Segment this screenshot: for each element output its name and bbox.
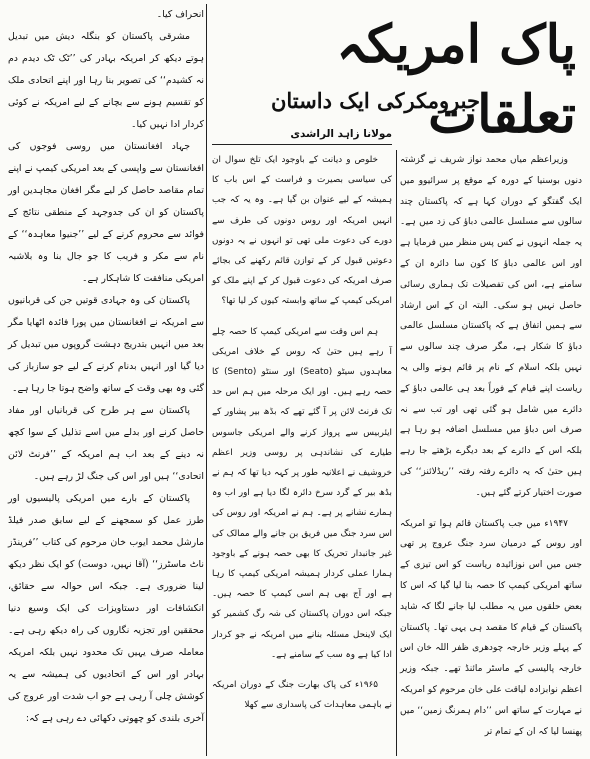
author-byline: مولانا زاہد الراشدی — [290, 128, 392, 140]
subheadline: جبرومکرکی ایک داستان — [270, 88, 480, 113]
paragraph: ہم اس وقت سے امریکی کیمپ کا حصہ چلے آ رہے ہیں حتیٰ کہ روس کے خلاف امریکی معاہدوں سیٹو (Seato) اور سنٹو (Sento) کا حصہ رہے ہیں۔ اور ایک مرحلہ میں ہم اس حد تک فرنٹ لائن پر آ گئے تھے کہ بڈھ بیر پشاور کے ایئربیس سے پرواز کرنے والے امریکی جاسوس طیارے کی نشاندہی پر روسی وزیر اعظم خروشیف نے اعلانیہ طور پر کہہ دیا تھا کہ ہم نے بڈھ بیر کے گرد سرخ دائرہ لگا دیا ہے اور اب وہ ہمارے نشانے پر ہے۔ ہم نے امریکہ اور روس کی اس سرد جنگ میں فریق بن جانے والے ممالک کی غیر جانبدار تحریک کا بھی حصہ ہونے کے باوجود ہمارا عملی کردار ہمیشہ امریکی کیمپ کا رہا ہے اور آج بھی ہم اسی کیمپ کا حصہ ہیں۔ جبکہ اس دوران پاکستان کی شہ رگ کشمیر کو ایک لاینحل مسئلہ بنانے میں امریکہ نے جو کردار ادا کیا ہے وہ سب کے سامنے ہے۔ — [212, 326, 392, 660]
headline: پاک امریکہ تعلقات — [336, 14, 576, 145]
paragraph: خلوص و دیانت کے باوجود ایک تلخ سوال ان کی سیاسی بصیرت و فراست کے اس باب کا ہمیشہ کے لیے عنوان بن گیا ہے۔ وہ یہ کہ جب انہیں امریکہ اور روس دونوں کی طرف سے دورے کی دعوت ملی تھی تو انہوں نے یہ دونوں دعوتیں قبول کر کے توازن قائم رکھنے کی بجائے صرف امریکہ کی دعوت قبول کر کے اپنے ملک کو امریکی کیمپ کے ساتھ وابستہ کیوں کر لیا تھا؟ — [212, 155, 392, 307]
paragraph: انحراف کیا۔ — [156, 9, 204, 20]
byline-rule — [212, 144, 392, 145]
paragraph: ۱۹۶۵ء کی پاک بھارت جنگ کے دوران امریکہ نے باہمی معاہدات کی پاسداری سے کھلا — [212, 680, 392, 711]
article-column-left — [8, 4, 204, 730]
article-column-middle — [212, 150, 392, 715]
paragraph: وزیراعظم میاں محمد نواز شریف نے گزشتہ دنوں بوسنیا کے دورہ کے موقع پر سرائیوو میں ایک گفتگو کے دوران کہا ہے کہ پاکستان چند سالوں سے مسلسل عالمی دباؤ کی زد میں ہے۔ یہ جملہ انہوں نے کس پس منظر میں فرمایا ہے اور اس عالمی دباؤ کا کون سا دائرہ ان کے سامنے ہے، اس کی تفصیلات تک ہماری رسائی حاصل نہیں ہو سکی۔ البتہ ان کے اس ارشاد سے ہمیں اتفاق ہے کہ پاکستان مسلسل عالمی دباؤ کا شکار ہے، مگر صرف چند سالوں سے نہیں بلکہ اسلام کے نام پر قائم ہونے والی یہ ریاست اپنے قیام کے فوراً بعد ہی عالمی دباؤ کے دائرے میں شامل ہو گئی تھی اور تب سے نہ صرف اس دباؤ میں مسلسل اضافہ ہو رہا ہے بلکہ اس کے دائرے کے بعد دیگرے بڑھتے جا رہے ہیں حتیٰ کہ یہ دائرے رفتہ رفتہ ’’ریڈلائنز‘‘ کی صورت اختیار کرتے گئے ہیں۔ — [400, 155, 582, 498]
paragraph: پاکستان کی وہ جہادی قوتیں جن کی قربانیوں سے امریکہ نے افغانستان میں پورا فائدہ اٹھایا مگر بعد میں انہیں بتدریج دہشت گروپوں میں تبدیل کر دیا گیا اور انہیں بدنام کرنے کے لیے جو سازباز کی گئی وہ بھی وقت کے ساتھ واضح ہوتا جا رہا ہے۔ — [8, 295, 204, 394]
paragraph: پاکستان کے بارے میں امریکی پالیسیوں اور طرز عمل کو سمجھنے کے لیے سابق صدر فیلڈ مارشل محمد ایوب خان مرحوم کی کتاب ’’فرینڈز ناٹ ماسٹرز‘‘ (آقا نہیں، دوست) کو ایک نظر دیکھ لینا ضروری ہے۔ جبکہ اس حوالہ سے حقائق، انکشافات اور دستاویزات کی ایک وسیع دنیا محققین اور تجزیہ نگاروں کی راہ دیکھ رہی ہے۔ معاملہ صرف یہیں تک محدود نہیں بلکہ امریکہ بہادر اور اس کے اتحادیوں کی ہمیشہ سے یہ کوشش چلی آ رہی ہے جو اب شدت اور عروج کی آخری بلندی کو چھوتی دکھائی دے رہی ہے کہ: — [7, 493, 204, 724]
column-divider — [206, 4, 207, 756]
column-divider — [396, 150, 397, 756]
paragraph: جہاد افغانستان میں روسی فوجوں کی افغانستان سے واپسی کے بعد امریکی کیمپ نے اپنے تمام مقاصد حاصل کر لیے مگر افغان مجاہدین اور پاکستان کو ان کی جدوجہد کے منطقی نتائج کے فوائد سے محروم کرنے کے لیے ’’جنیوا معاہدہ‘‘ کے نام سے مکر و فریب کا جو جال بنا وہ بلاشبہ امریکی منافقت کا شاہکار ہے۔ — [8, 141, 204, 284]
paragraph: ۱۹۴۷ء میں جب پاکستان قائم ہوا تو امریکہ اور روس کے درمیان سرد جنگ عروج پر تھی جس میں اس نوزائیدہ ریاست کو اس تیزی کے ساتھ امریکی کیمپ کا حصہ بنا لیا گیا کہ اس کا بعض حلقوں میں یہ مطلب لیا جانے لگا کہ شاید پاکستان کے قیام کا مقصد ہی یہی تھا۔ پاکستان کے پہلے وزیر خارجہ چودھری ظفر اللہ خان اس خارجہ پالیسی کے ماسٹر مائنڈ تھے۔ جبکہ وزیر اعظم نوابزادہ لیاقت علی خان مرحوم کو امریکہ نے مہارت کے ساتھ اس ’’دام ہمرنگ زمین‘‘ میں پھنسا لیا کہ ان کے تمام تر — [400, 518, 582, 737]
article-column-right — [400, 150, 582, 742]
paragraph: مشرقی پاکستان کو بنگلہ دیش میں تبدیل ہوتے دیکھ کر امریکہ بہادر کی ’’ٹک ٹک دیدم دم نہ کشیدم‘‘ کی تصویر بنا رہا اور اپنے اتحادی ملک کو تقسیم ہونے سے بچانے کے لیے امریکہ نے کوئی کردار ادا نہیں کیا۔ — [8, 31, 204, 130]
paragraph: پاکستان سے ہر طرح کی قربانیاں اور مفاد حاصل کرنے اور بدلے میں اسے تذلیل کے سوا کچھ نہ دینے کے بعد اب ہم امریکہ کے ’’فرنٹ لائن اتحادی‘‘ ہیں اور اس کی جنگ لڑ رہے ہیں۔ — [8, 405, 204, 482]
